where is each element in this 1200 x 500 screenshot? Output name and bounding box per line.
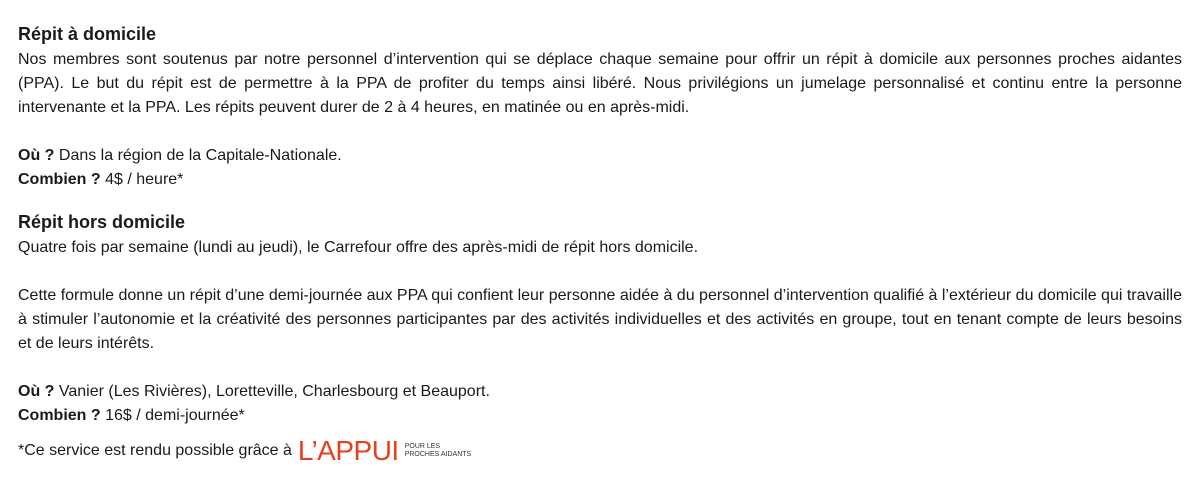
spacer (18, 120, 1182, 144)
logo-tagline (405, 443, 472, 459)
logo-tagline-line-1: POUR LES (404, 443, 441, 450)
cost-label: Combien ? (18, 171, 101, 188)
spacer (18, 260, 1182, 284)
where-value: Vanier (Les Rivières), Loretteville, Charlesbourg et Beauport. (54, 383, 490, 400)
where-label: Où ? (18, 147, 55, 164)
cost-line (18, 168, 1182, 192)
section-paragraph: Cette formule donne un répit d’une demi-journée aux PPA qui confient leur personne aidée à du personnel d’intervention qualifié à l’extérieur du domicile qui travaille à stimuler l’autonomie et la créativité des personnes participantes par des activités individuelles et des activités en groupe, tout en tenant compte de leurs besoins et de leurs intérêts. (18, 287, 1182, 352)
section-home-respite (18, 22, 1182, 192)
logo-wordmark: L’APPUI (297, 435, 399, 466)
section-outside-respite (18, 210, 1182, 428)
appui-logo (298, 436, 471, 466)
section-title: Répit à domicile (18, 24, 157, 44)
section-title: Répit hors domicile (18, 212, 186, 232)
cost-label: Combien ? (18, 407, 101, 424)
where-label: Où ? (18, 383, 55, 400)
logo-tagline-line-2: PROCHES AIDANTS (404, 451, 472, 458)
cost-value: 4$ / heure* (100, 171, 184, 188)
spacer (18, 356, 1182, 380)
where-line (18, 144, 1182, 168)
cost-value: 16$ / demi-journée* (100, 407, 245, 424)
footer (18, 436, 1182, 466)
where-value: Dans la région de la Capitale-Nationale. (54, 147, 342, 164)
cost-line (18, 404, 1182, 428)
section-intro: Quatre fois par semaine (lundi au jeudi), le Carrefour offre des après-midi de répit hors domicile. (18, 239, 699, 256)
footer-note: *Ce service est rendu possible grâce à (18, 442, 292, 459)
section-paragraph: Nos membres sont soutenus par notre personnel d’intervention qui se déplace chaque semaine pour offrir un répit à domicile aux personnes proches aidantes (PPA). Le but du répit est de permettre à la PPA de profiter du temps ainsi libéré. Nous privilégions un jumelage personnalisé et continu entre la personne intervenante et la PPA. Les répits peuvent durer de 2 à 4 heures, en matinée ou en après-midi. (18, 51, 1182, 116)
where-line (18, 380, 1182, 404)
